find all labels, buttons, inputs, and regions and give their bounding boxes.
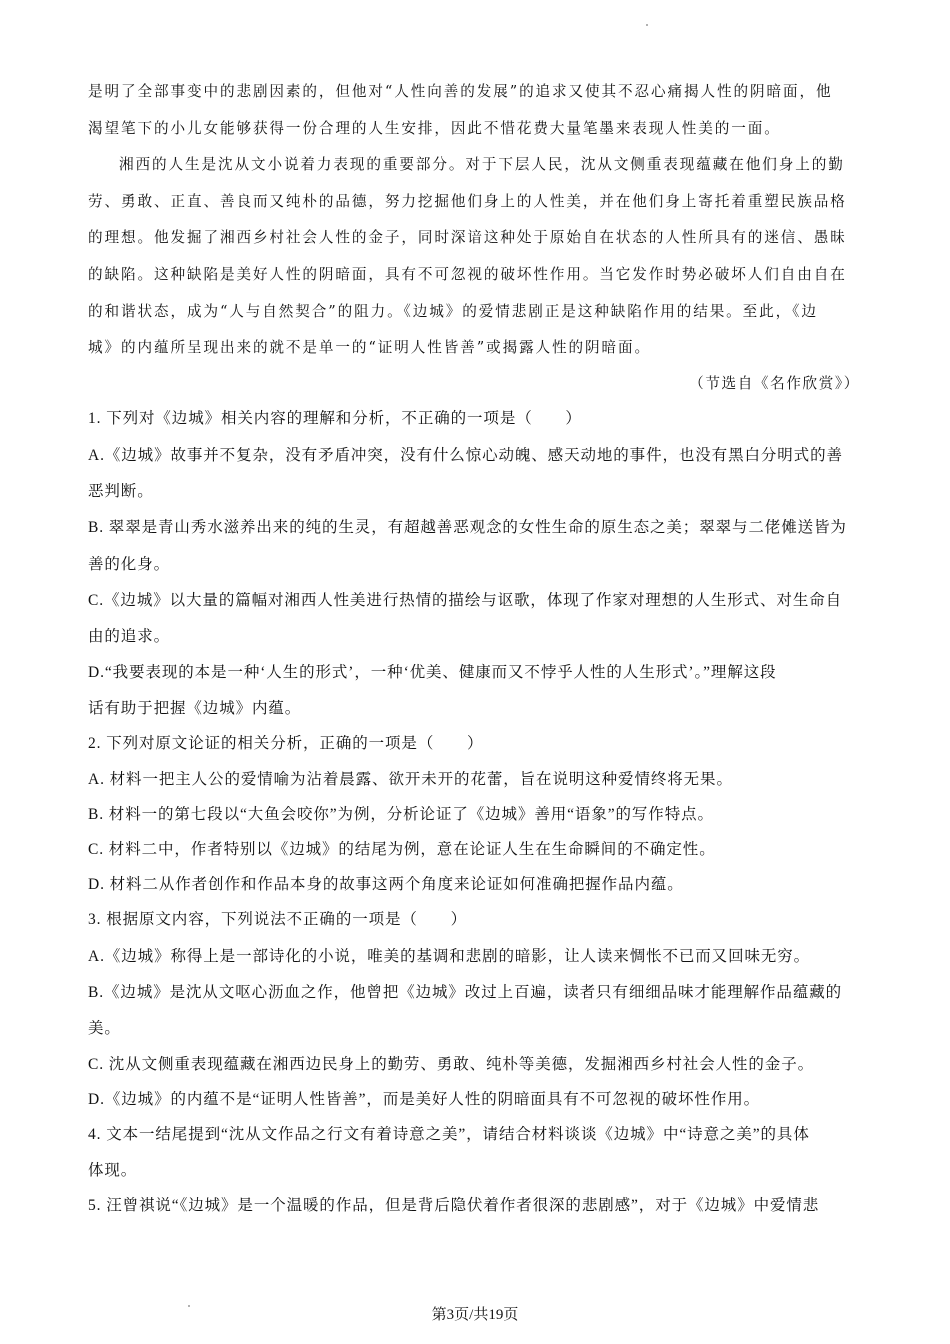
emphasis-char: 正 — [303, 911, 320, 928]
question-stem: 1. 下列对《边城》相关内容的理解和分析，不正确的一项是（ ） — [88, 410, 582, 427]
passage-source: （节选自《名作欣赏》） — [689, 375, 860, 392]
option-c: C. 材料二中，作者特别以《边城》的结尾为例，意在论证人生在生命瞬间的不确定性。 — [88, 841, 716, 858]
passage-line: 湘西的人生是沈从文小说着力表现的重要部分。对于下层人民，沈从文侧重表现蕴藏在他们身上的勤 — [119, 156, 845, 173]
option-d: D.“我要表现的本是一种‘人生的形式’，一种‘优美、健康而又不悖乎人性的人生形式’。”理解这段 — [88, 664, 777, 681]
scan-speck — [646, 24, 648, 26]
emphasis-char: 确 — [319, 911, 336, 928]
passage-line: 城》的内蕴所呈现出来的就不是单一的“证明人性皆善”或揭露人性的阴暗面。 — [88, 339, 652, 356]
question-stem-cont: 体现。 — [88, 1162, 138, 1179]
option-b-cont: 美。 — [88, 1020, 121, 1037]
emphasis-char: 不 — [286, 911, 304, 928]
option-c-cont: 由的追求。 — [88, 628, 171, 645]
emphasis-char: 正 — [319, 735, 336, 752]
passage-line: 劳、勇敢、正直、善良而又纯朴的品德，努力挖掘他们身上的人性美，并在他们身上寄托着重塑民族品格 — [88, 193, 847, 210]
option-d-cont: 话有助于把握《边城》内蕴。 — [88, 700, 302, 717]
option-b-cont: 善的化身。 — [88, 556, 171, 573]
option-c: C. 沈从文侧重表现蕴藏在湘西边民身上的勤劳、勇敢、纯朴等美德，发掘湘西乡村社会人性的金子。 — [88, 1056, 814, 1073]
option-c: C.《边城》以大量的篇幅对湘西人性美进行热情的描绘与讴歌，体现了作家对理想的人生形式、对生命自 — [88, 592, 843, 609]
option-a-cont: 恶判断。 — [88, 483, 154, 500]
emphasis-char: 确 — [434, 410, 451, 427]
question-stem: 3. 根据原文内容，下列说法不正确的一项是（ ） — [88, 911, 468, 928]
passage-line: 渴望笔下的小儿女能够获得一份合理的人生安排，因此不惜花费大量笔墨来表现人性美的一面。 — [88, 120, 781, 137]
option-b: B.《边城》是沈从文呕心沥血之作，他曾把《边城》改过上百遍，读者只有细细品味才能理解作品蕴藏的 — [88, 984, 843, 1001]
question-stem: 5. 汪曾祺说“《边城》是一个温暖的作品，但是背后隐伏着作者很深的悲剧感”，对于《边城》中爱情悲 — [88, 1197, 820, 1214]
passage-line: 是明了全部事变中的悲剧因素的，但他对“人性向善的发展”的追求又使其不忍心痛揭人性的阴暗面，他 — [88, 83, 833, 100]
option-b: B. 材料一的第七段以“大鱼会咬你”为例，分析论证了《边城》善用“语象”的写作特点。 — [88, 806, 714, 823]
option-a: A.《边城》称得上是一部诗化的小说，唯美的基调和悲剧的暗影，让人读来惆怅不已而又回味无穷。 — [88, 948, 811, 965]
question-stem: 2. 下列对原文论证的相关分析，正确的一项是（ ） — [88, 735, 484, 752]
passage-line: 的和谐状态，成为“人与自然契合”的阻力。《边城》的爱情悲剧正是这种缺陷作用的结果。至此，《边 — [88, 303, 818, 320]
passage-line: 的缺陷。这种缺陷是美好人性的阴暗面，具有不可忽视的破坏性作用。当它发作时势必破坏人们自由自在 — [88, 266, 847, 283]
emphasis-char: 不 — [401, 410, 418, 427]
emphasis-char: 正 — [417, 410, 435, 427]
option-a: A.《边城》故事并不复杂，没有矛盾冲突，没有什么惊心动魄、感天动地的事件，也没有黑白分明式的善 — [88, 447, 843, 464]
option-d: D.《边城》的内蕴不是“证明人性皆善”，而是美好人性的阴暗面具有不可忽视的破坏性作用。 — [88, 1091, 761, 1108]
option-d: D. 材料二从作者创作和作品本身的故事这两个角度来论证如何准确把握作品内蕴。 — [88, 876, 684, 893]
question-stem: 4. 文本一结尾提到“沈从文作品之行文有着诗意之美”，请结合材料谈谈《边城》中“诗意之美”的具体 — [88, 1126, 810, 1143]
emphasis-char: 确 — [335, 735, 353, 752]
passage-line: 的理想。他发掘了湘西乡村社会人性的金子，同时深谙这种处于原始自在状态的人性所具有的迷信、愚昧 — [88, 229, 847, 246]
option-b: B. 翠翠是青山秀水滋养出来的纯的生灵，有超越善恶观念的女性生命的原生态之美；翠翠与二佬傩送皆为 — [88, 519, 847, 536]
page-number: 第3页/共19页 — [431, 1307, 519, 1323]
option-a: A. 材料一把主人公的爱情喻为沾着晨露、欲开未开的花蕾，旨在说明这种爱情终将无果。 — [88, 771, 733, 788]
